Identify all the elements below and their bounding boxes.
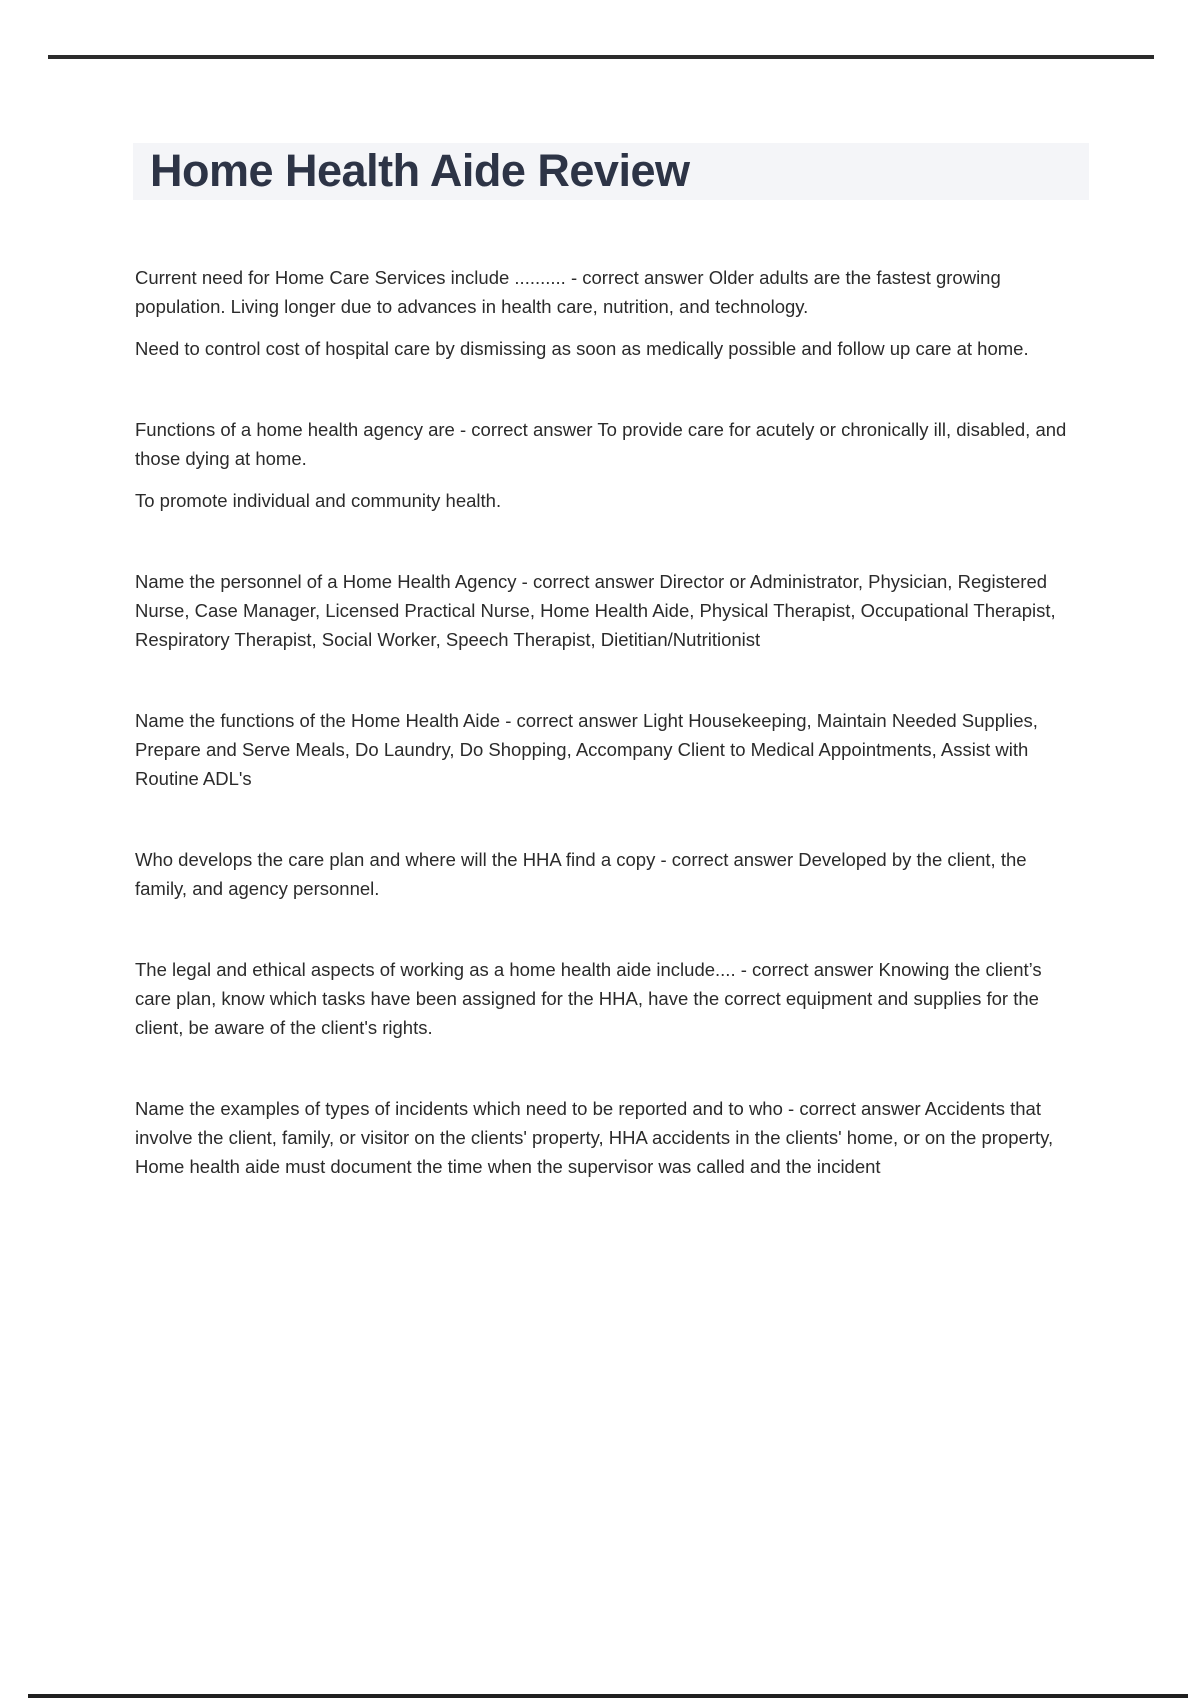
qa-paragraph: Name the functions of the Home Health Aide - correct answer Light Housekeeping, Maintain Needed Supplies, Prepare and Serve Meals, Do Laundry, Do Shopping, Accompany Client to Medical Appointments, Assist with Routine ADL's (135, 710, 1038, 789)
title-highlight-band (133, 143, 1089, 200)
qa-group (135, 415, 1080, 515)
qa-paragraph: Name the personnel of a Home Health Agency - correct answer Director or Administrator, Physician, Registered Nurse, Case Manager, Licensed Practical Nurse, Home Health Aide, Physical Therapist, Occupational Therapist, Respiratory Therapist, Social Worker, Speech Therapist, Dietitian/Nutritionist (135, 571, 1056, 650)
qa-group (135, 1094, 1080, 1181)
qa-paragraph: Functions of a home health agency are - correct answer To provide care for acutely or chronically ill, disabled, and those dying at home. (135, 419, 1067, 469)
qa-group (135, 263, 1080, 363)
qa-group (135, 567, 1080, 654)
top-page-rule (48, 55, 1154, 59)
qa-content (135, 263, 1080, 1233)
qa-paragraph: Name the examples of types of incidents which need to be reported and to who - correct answer Accidents that involve the client, family, or visitor on the clients' property, HHA accidents in the clients' home, or on the property, Home health aide must document the time when the supervisor was called and the incident (135, 1098, 1054, 1177)
page-title: Home Health Aide Review (150, 144, 690, 196)
qa-group (135, 955, 1080, 1042)
bottom-page-rule (28, 1694, 1188, 1698)
qa-group (135, 706, 1080, 793)
qa-group (135, 845, 1080, 903)
qa-paragraph: Who develops the care plan and where will the HHA find a copy - correct answer Developed by the client, the family, and agency personnel. (135, 849, 1027, 899)
qa-paragraph: Current need for Home Care Services include .......... - correct answer Older adults are the fastest growing population. Living longer due to advances in health care, nutrition, and technology. (135, 267, 1001, 317)
qa-paragraph: To promote individual and community health. (135, 490, 502, 511)
qa-paragraph: The legal and ethical aspects of working as a home health aide include.... - correct answer Knowing the client’s care plan, know which tasks have been assigned for the HHA, have the correct equipment and supplies for the client, be aware of the client's rights. (135, 959, 1042, 1038)
qa-paragraph: Need to control cost of hospital care by dismissing as soon as medically possible and follow up care at home. (135, 338, 1029, 359)
